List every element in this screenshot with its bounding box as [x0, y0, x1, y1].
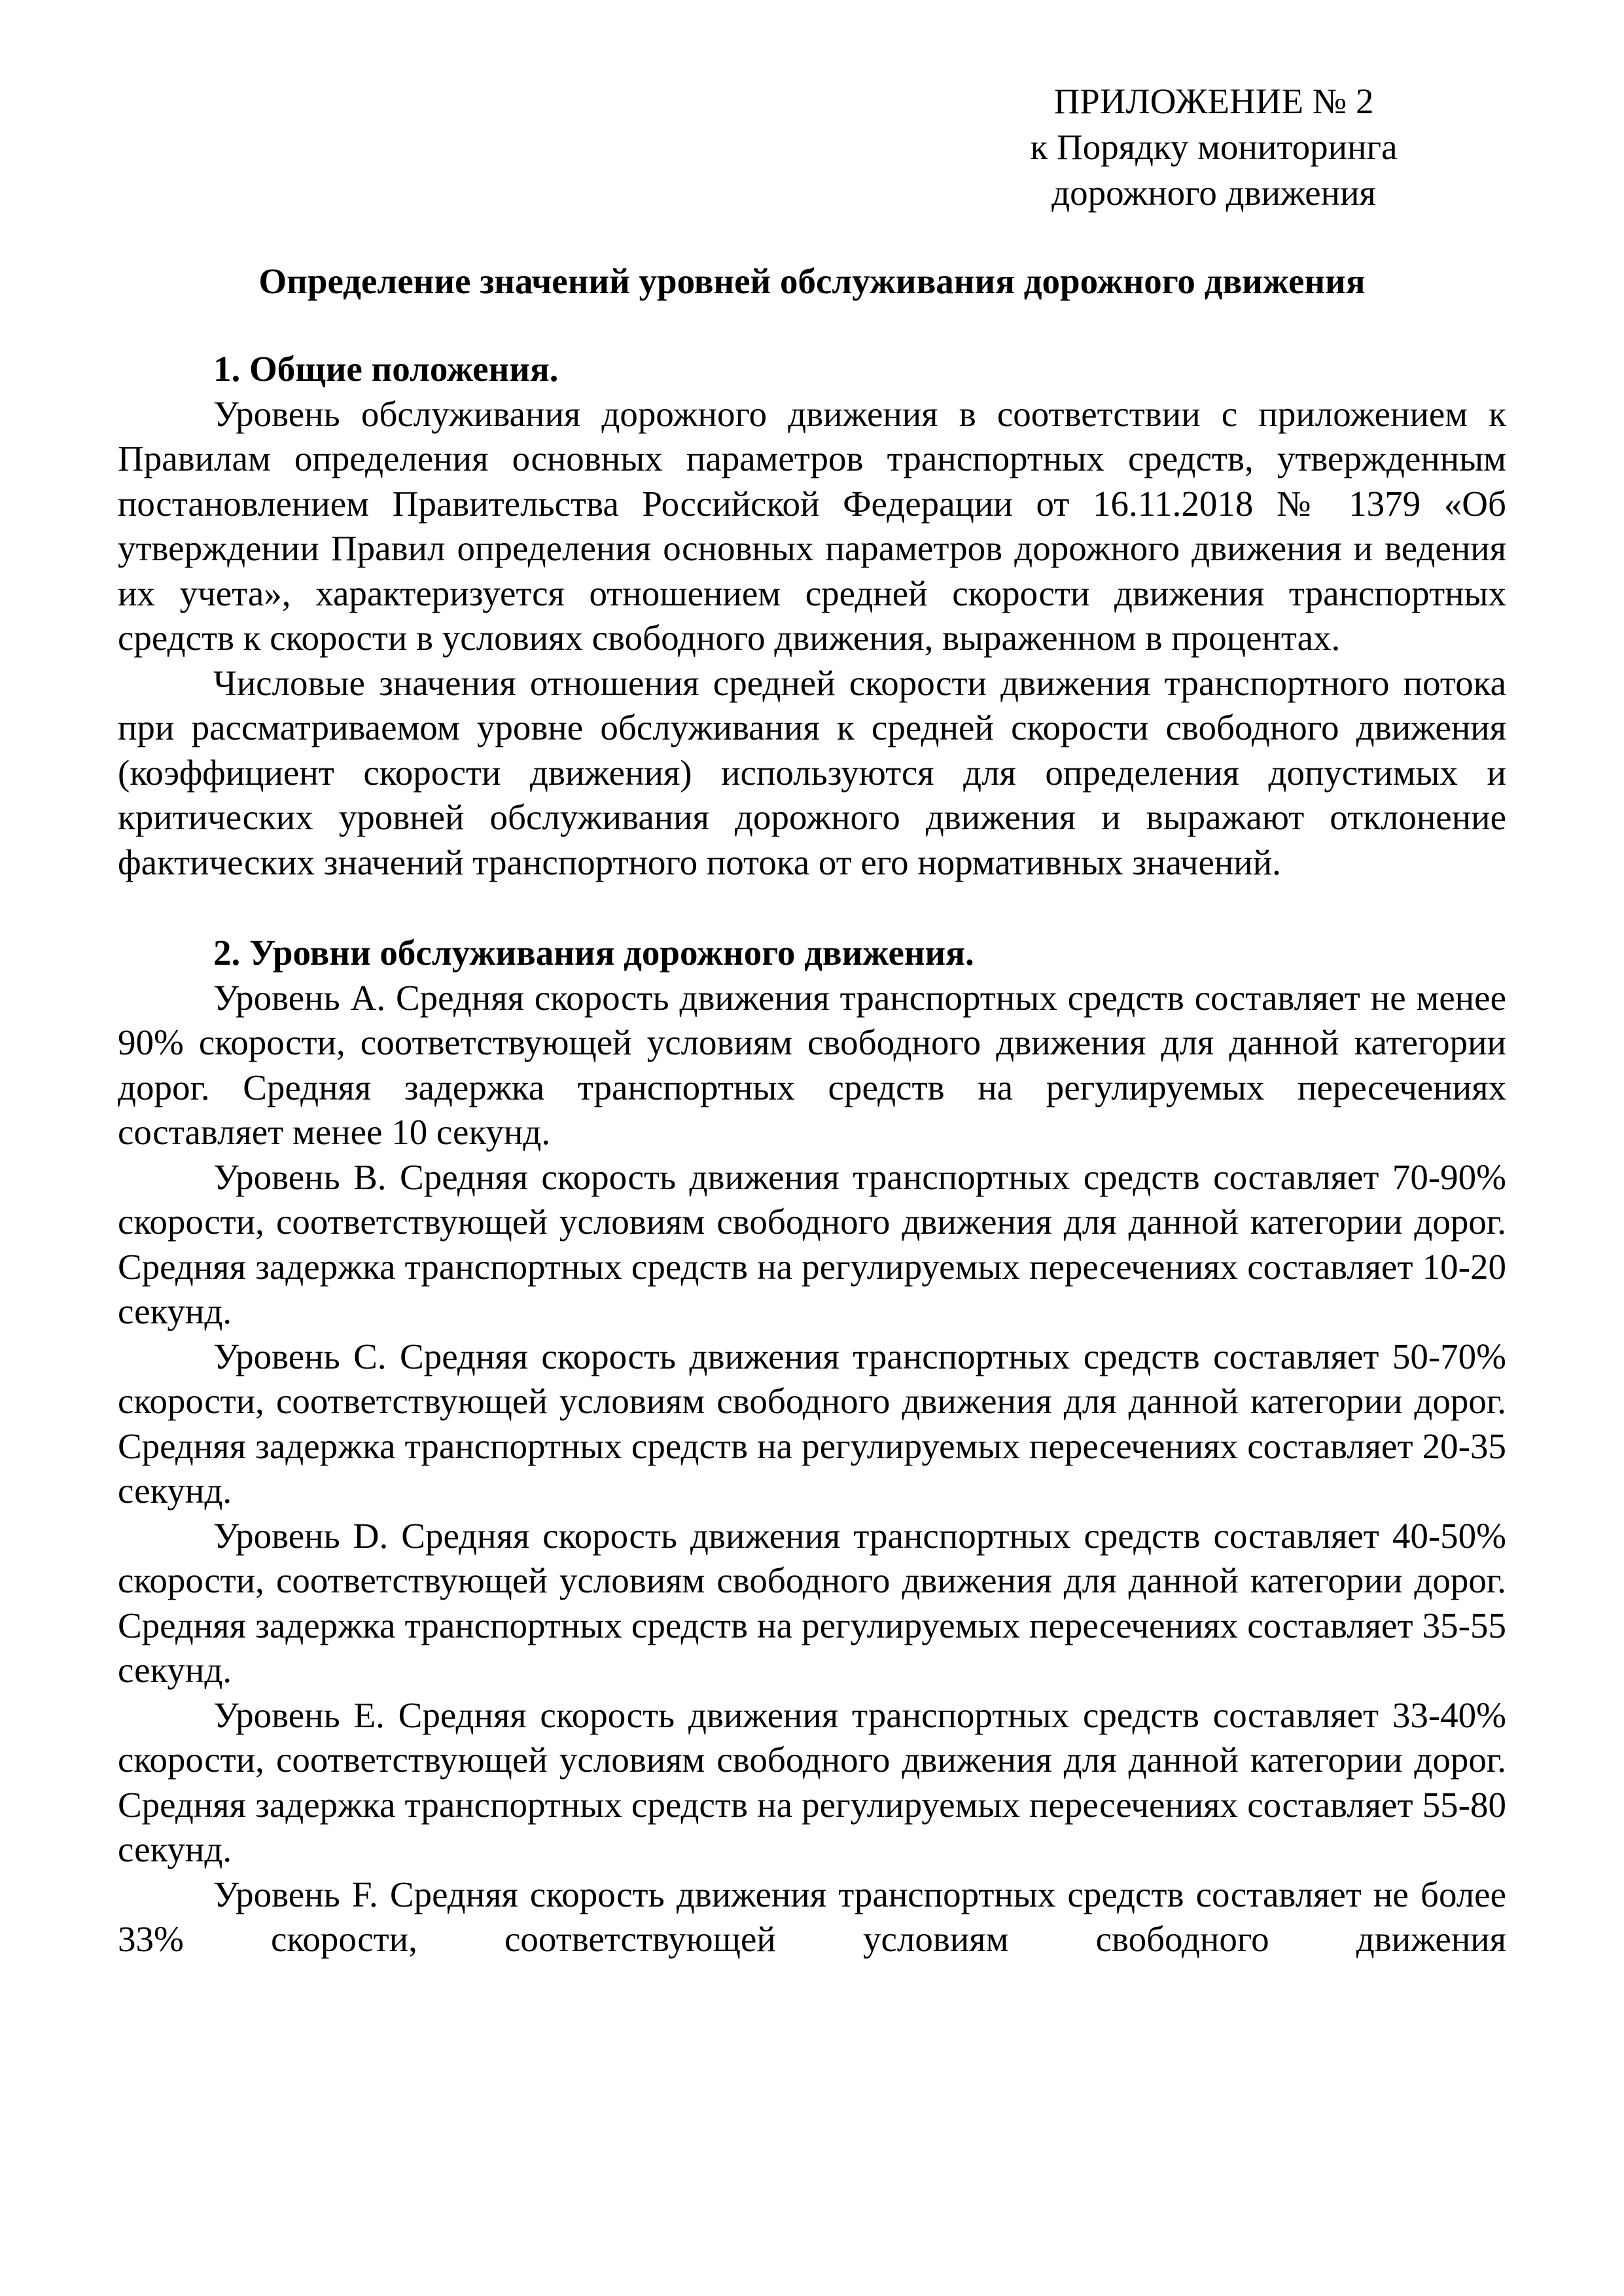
annex-number: ПРИЛОЖЕНИЕ № 2	[1053, 81, 1374, 121]
paragraph-level-e: Уровень Е. Средняя скорость движения транспортных средств составляет 33-40% скорости, соответствующей условиям свободного движения для данной категории дорог. Средняя задержка транспортных средств на регулируемых пересечениях составляет 55-80 секунд.	[118, 1695, 1506, 1869]
paragraph: Уровень обслуживания дорожного движения в соответствии с приложением к Правилам определения основных параметров транспортных средств, утвержденным постановлением Правительства Российской Федерации от 16.11.2018 № 1379 «Об утверждении Правил определения основных параметров дорожного движения и ведения их учета», характеризуется отношением средней скорости движения транспортных средств к скорости в условиях свободного движения, выраженном в процентах.	[118, 393, 1506, 658]
annex-header	[1008, 79, 1420, 216]
annex-reference: к Порядку мониторинга	[1030, 127, 1398, 167]
document-body	[118, 347, 1506, 1962]
paragraph-level-a: Уровень А. Средняя скорость движения транспортных средств составляет не менее 90% скорости, соответствующей условиям свободного движения для данной категории дорог. Средняя задержка транспортных средств на регулируемых пересечениях составляет менее 10 секунд.	[118, 977, 1506, 1152]
document-title: Определение значений уровней обслуживания дорожного движения	[258, 261, 1366, 301]
section-heading-levels: 2. Уровни обслуживания дорожного движения.	[213, 933, 974, 973]
annex-reference-cont: дорожного движения	[1051, 173, 1376, 213]
section-heading-general: 1. Общие положения.	[213, 349, 559, 389]
paragraph: Числовые значения отношения средней скорости движения транспортного потока при рассматриваемом уровне обслуживания к средней скорости свободного движения (коэффициент скорости движения) используются для определения допустимых и критических уровней обслуживания дорожного движения и выражают отклонение фактических значений транспортного потока от его нормативных значений.	[118, 662, 1506, 882]
paragraph-level-b: Уровень В. Средняя скорость движения транспортных средств составляет 70-90% скорости, соответствующей условиям свободного движения для данной категории дорог. Средняя задержка транспортных средств на регулируемых пересечениях составляет 10-20 секунд.	[118, 1157, 1506, 1331]
paragraph-level-f: Уровень F. Средняя скорость движения транспортных средств составляет не более 33% скорости, соответствующей условиям свободного движения	[118, 1874, 1506, 1959]
paragraph-level-c: Уровень С. Средняя скорость движения транспортных средств составляет 50-70% скорости, соответствующей условиям свободного движения для данной категории дорог. Средняя задержка транспортных средств на регулируемых пересечениях составляет 20-35 секунд.	[118, 1336, 1506, 1511]
paragraph-level-d: Уровень D. Средняя скорость движения транспортных средств составляет 40-50% скорости, соответствующей условиям свободного движения для данной категории дорог. Средняя задержка транспортных средств на регулируемых пересечениях составляет 35-55 секунд.	[118, 1515, 1506, 1690]
